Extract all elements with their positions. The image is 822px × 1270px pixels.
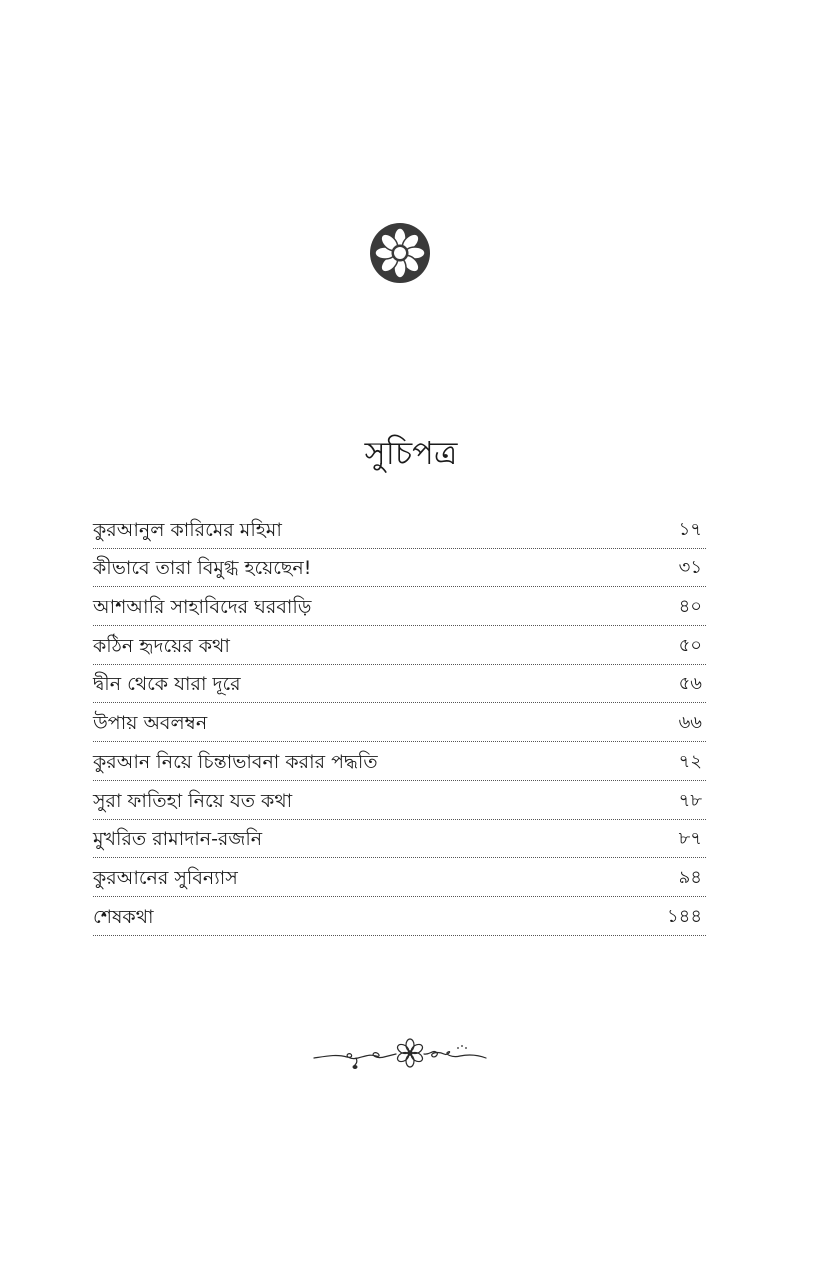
toc-entry-page-number: ৪০ — [678, 596, 702, 618]
toc-entry[interactable] — [93, 781, 706, 820]
table-of-contents — [93, 510, 706, 936]
toc-entry-title: শেষকথা — [93, 905, 154, 928]
toc-entry[interactable] — [93, 703, 706, 742]
toc-entry-page-number: ১৭ — [678, 518, 702, 540]
toc-entry-title: কঠিন হৃদয়ের কথা — [93, 634, 230, 657]
toc-entry-page-number: ১৪৪ — [666, 905, 702, 927]
toc-entry-title: কুরআনুল কারিমের মহিমা — [93, 518, 282, 541]
toc-entry[interactable] — [93, 665, 706, 704]
toc-entry-page-number: ৫৬ — [678, 673, 702, 695]
toc-entry-page-number: ৯৪ — [678, 866, 702, 888]
toc-entry-title: দ্বীন থেকে যারা দূরে — [93, 673, 241, 696]
toc-entry-title: মুখরিত রামাদান-রজনি — [93, 828, 263, 851]
toc-entry[interactable] — [93, 742, 706, 781]
toc-entry[interactable] — [93, 587, 706, 626]
toc-entry-page-number: ৬৬ — [678, 712, 702, 734]
toc-entry[interactable] — [93, 858, 706, 897]
toc-entry[interactable] — [93, 510, 706, 549]
toc-entry-page-number: ৫০ — [678, 634, 702, 656]
toc-entry-page-number: ৩১ — [678, 557, 702, 579]
toc-entry-title: উপায় অবলম্বন — [93, 712, 208, 735]
toc-entry-title: কুরআনের সুবিন্যাস — [93, 866, 238, 889]
toc-entry-title: কীভাবে তারা বিমুগ্ধ হয়েছেন! — [93, 557, 312, 580]
toc-entry-page-number: ৭৮ — [678, 789, 702, 811]
flower-wheel-icon — [369, 222, 431, 284]
toc-entry[interactable] — [93, 549, 706, 588]
toc-entry-page-number: ৭২ — [678, 750, 702, 772]
toc-entry-title: আশআরি সাহাবিদের ঘরবাড়ি — [93, 596, 312, 619]
floral-divider-icon — [312, 1036, 488, 1072]
toc-entry[interactable] — [93, 626, 706, 665]
toc-entry[interactable] — [93, 897, 706, 936]
toc-entry-page-number: ৮৭ — [678, 828, 702, 850]
toc-entry-title: সুরা ফাতিহা নিয়ে যত কথা — [93, 789, 293, 812]
toc-entry-title: কুরআন নিয়ে চিন্তাভাবনা করার পদ্ধতি — [93, 750, 378, 773]
toc-entry[interactable] — [93, 820, 706, 859]
page-title: সুচিপত্র — [364, 434, 458, 472]
